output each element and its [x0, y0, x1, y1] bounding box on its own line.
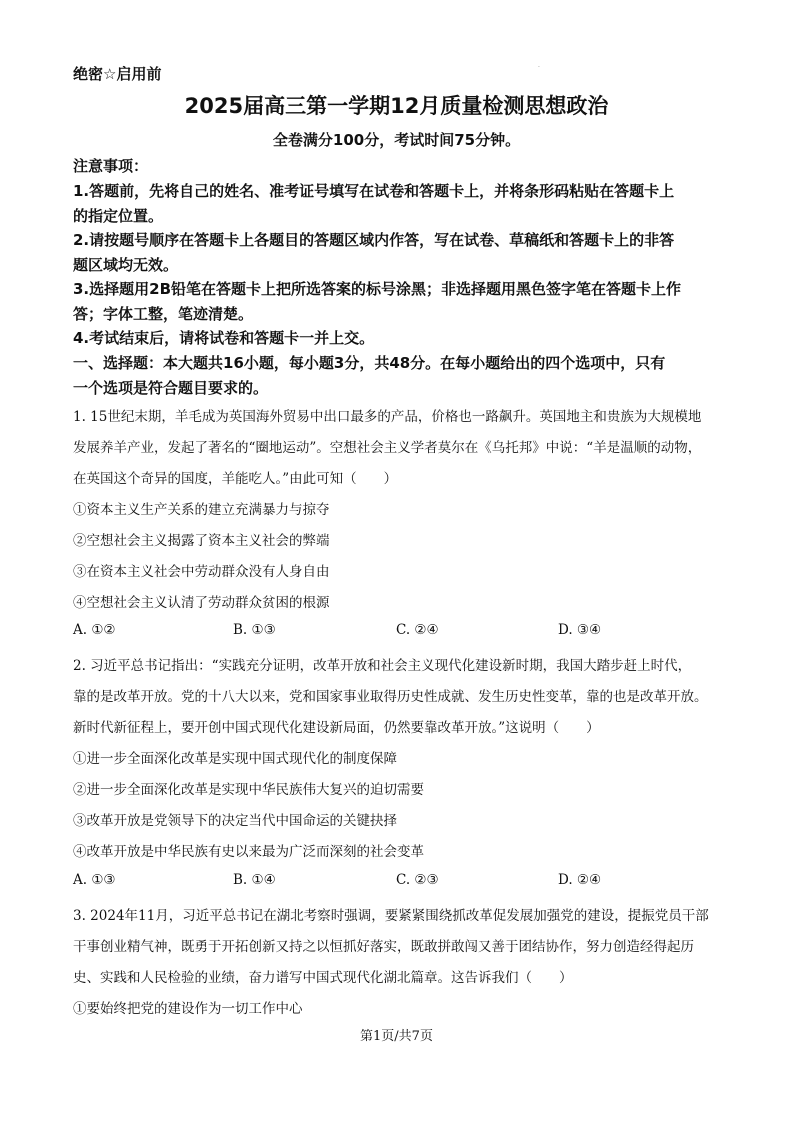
- section-heading: 一、选择题：本大题共16小题，每小题3分，共48分。在每小题给出的四个选项中，只有: [73, 354, 666, 372]
- question-2-stem: 2. 习近平总书记指出：“实践充分证明，改革开放和社会主义现代化建设新时期，我国大踏步赶上时代，: [73, 658, 692, 674]
- question-1-choice-d: D. ③④: [558, 622, 602, 638]
- notes-line: 答；字体工整，笔迹清楚。: [73, 305, 254, 323]
- notes-line: 1.答题前，先将自己的姓名、准考证号填写在试卷和答题卡上，并将条形码粘贴在答题卡上: [73, 182, 675, 200]
- notes-line: 的指定位置。: [73, 207, 164, 225]
- page-number: 第1页/共7页: [360, 1029, 433, 1044]
- notes-line: 题区域均无效。: [73, 256, 179, 274]
- question-2-statement: ②进一步全面深化改革是实现中华民族伟大复兴的迫切需要: [73, 782, 424, 798]
- question-1-stem: 1. 15世纪末期，羊毛成为英国海外贸易中出口最多的产品，价格也一路飙升。英国地主和贵族为大规模地: [73, 409, 702, 425]
- question-2-statement: ④改革开放是中华民族有史以来最为广泛而深刻的社会变革: [73, 844, 424, 860]
- question-2-statement: ③改革开放是党领导下的决定当代中国命运的关键抉择: [73, 813, 397, 829]
- question-2-stem: 新时代新征程上，要开创中国式现代化建设新局面，仍然要靠改革开放。”这说明（ ）: [73, 720, 600, 736]
- section-heading: 一个选项是符合题目要求的。: [73, 379, 269, 397]
- notes-line: 2.请按题号顺序在答题卡上各题目的答题区域内作答，写在试卷、草稿纸和答题卡上的非答: [73, 231, 675, 249]
- question-3-stem: 干事创业精气神，既勇于开拓创新又持之以恒抓好落实，既敢拼敢闯又善于团结协作，努力创造经得起历: [73, 939, 694, 955]
- question-3-stem: 3. 2024年11月，习近平总书记在湖北考察时强调，要紧紧围绕抓改革促发展加强党的建设，提振党员干部: [73, 908, 709, 924]
- exam-subtitle: 全卷满分100分，考试时间75分钟。: [272, 131, 521, 149]
- question-2-choice-a: A. ①③: [73, 872, 116, 888]
- question-1-choice-c: C. ②④: [396, 622, 439, 638]
- question-1-statement: ④空想社会主义认清了劳动群众贫困的根源: [73, 595, 330, 611]
- notes-line: 3.选择题用2B铅笔在答题卡上把所选答案的标号涂黑；非选择题用黑色签字笔在答题卡上作: [73, 280, 682, 298]
- question-3-statement: ①要始终把党的建设作为一切工作中心: [73, 1001, 303, 1017]
- confidential-label: 绝密☆启用前: [73, 65, 162, 83]
- notes-line: 4.考试结束后，请将试卷和答题卡一并上交。: [73, 329, 375, 347]
- scan-dot: ·: [538, 64, 540, 71]
- question-1-statement: ③在资本主义社会中劳动群众没有人身自由: [73, 564, 330, 580]
- question-2-choice-c: C. ②③: [396, 872, 439, 888]
- question-1-statement: ②空想社会主义揭露了资本主义社会的弊端: [73, 533, 330, 549]
- question-1-choice-b: B. ①③: [233, 622, 276, 638]
- question-2-stem: 靠的是改革开放。党的十八大以来，党和国家事业取得历史性成就、发生历史性变革，靠的也是改革开放。: [73, 689, 708, 705]
- question-1-statement: ①资本主义生产关系的建立充满暴力与掠夺: [73, 502, 330, 518]
- question-1-stem: 在英国这个奇异的国度，羊能吃人。”由此可知（ ）: [73, 471, 398, 487]
- question-1-stem: 发展养羊产业，发起了著名的“圈地运动”。空想社会主义学者莫尔在《乌托邦》中说：“羊是温顺的动物，: [73, 440, 702, 456]
- question-2-choice-b: B. ①④: [233, 872, 276, 888]
- question-2-choice-d: D. ②④: [558, 872, 602, 888]
- question-2-statement: ①进一步全面深化改革是实现中国式现代化的制度保障: [73, 751, 397, 767]
- notes-heading: 注意事项：: [73, 157, 149, 175]
- exam-title: 2025届高三第一学期12月质量检测思想政治: [184, 94, 609, 118]
- question-3-stem: 史、实践和人民检验的业绩，奋力谱写中国式现代化湖北篇章。这告诉我们（ ）: [73, 970, 573, 986]
- question-1-choice-a: A. ①②: [73, 622, 116, 638]
